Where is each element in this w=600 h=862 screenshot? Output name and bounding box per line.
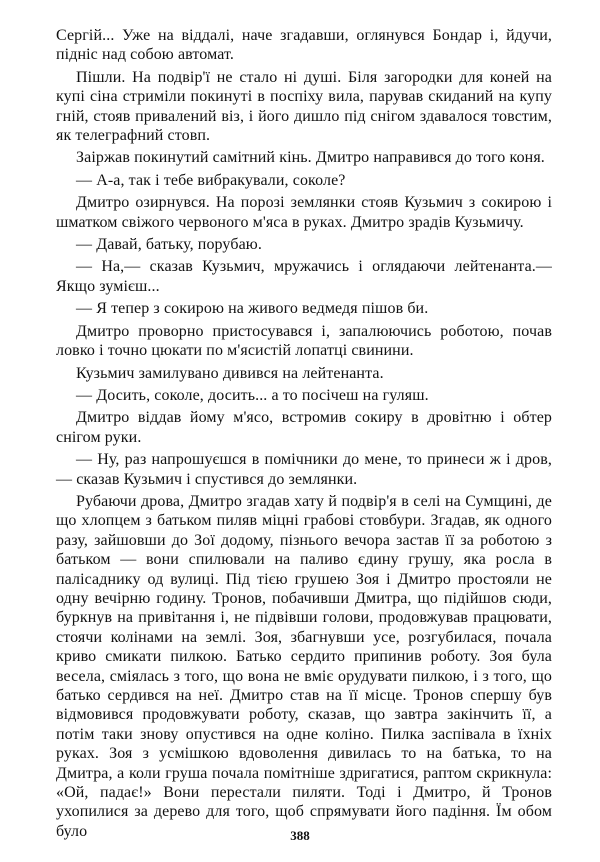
paragraph: — А-а, так і тебе вибракували, соколе? xyxy=(76,171,346,189)
paragraph: — Ну, раз напрошуєшся в помічники до мене, то принеси ж і дров,— сказав Кузьмич і спустився до землянки. xyxy=(56,451,552,488)
paragraph: Дмитро віддав йому м'ясо, встромив сокиру в дровітню і обтер снігом руки. xyxy=(56,409,552,446)
paragraph: Пішли. На подвір'ї не стало ні душі. Біля загородки для коней на купі сіна стриміли покинуті в поспіху вила, парував скиданий на купу гній, стояв привалений віз, і його дишло під снігом здавалося товстим, як телеграфний стовп. xyxy=(56,68,552,145)
paragraph: Дмитро проворно пристосувався і, запалюючись роботою, почав ловко і точно цюкати по м'ясистій лопатці свинини. xyxy=(56,322,552,360)
page-number: 388 xyxy=(290,828,310,843)
paragraph: — Я тепер з сокирою на живого ведмедя пішов би. xyxy=(76,300,429,318)
paragraph: Рубаючи дрова, Дмитро згадав хату й подвір'я в селі на Сумщині, де що хлопцем з батьком пиляв міцні грабові стовбури. Згадав, як одного разу, зайшовши до Зої додому, пізнього вечора застав її за роботою з батьком — вони спилювали на паливо єдину грушу, яка росла в палісаднику од вулиці. Під тією грушею Зоя і Дмитро простояли не одну вечірню годину. Тронов, побачивши Дмитра, що підійшов сюди, буркнув на привітання і, не підвівши голови, продовжував працювати, стоячи колінами на землі. Зоя, збагнувши усе, розгубилася, почала криво смикати пилкою. Батько сердито припинив роботу. Зоя була весела, сміялась з того, що вона не вміє орудувати пилкою, і з того, що батько сердився на неї. Дмитро став на її місце. Тронов спершу був відмовився продовжувати роботу, сказав, що завтра закінчить її, а потім таки знову опустився на одне коліно. Пилка заспівала в їхніх руках. Зоя з усмішкою вдоволення дивилась то на батька, то на Дмитра, а коли груша почала помітніше здригатися, раптом скрикнула: «Ой, падає!» Вони перестали пиляти. Тоді і Дмитро, й Тронов ухопилися за дерево для того, щоб спрямувати його падіння. Їм обом було xyxy=(56,492,552,840)
paragraph: Заіржав покинутий самітний кінь. Дмитро направився до того коня. xyxy=(76,149,545,167)
paragraph: Сергій... Уже на віддалі, наче згадавши, оглянувся Бондар і, йдучи, підніс над собою автомат. xyxy=(56,27,552,64)
paragraph: Дмитро озирнувся. На порозі землянки стояв Кузьмич з сокирою і шматком свіжого червоного м'яса в руках. Дмитро зрадів Кузьмичу. xyxy=(56,194,552,231)
paragraph: — На,— сказав Кузьмич, мружачись і оглядаючи лейтенанта.— Якщо зумієш... xyxy=(56,258,552,295)
paragraph: — Досить, соколе, досить... а то посічеш на гуляш. xyxy=(76,386,429,404)
paragraph: — Давай, батьку, порубаю. xyxy=(76,236,262,254)
paragraph: Кузьмич замилувано дивився на лейтенанта. xyxy=(76,364,384,382)
